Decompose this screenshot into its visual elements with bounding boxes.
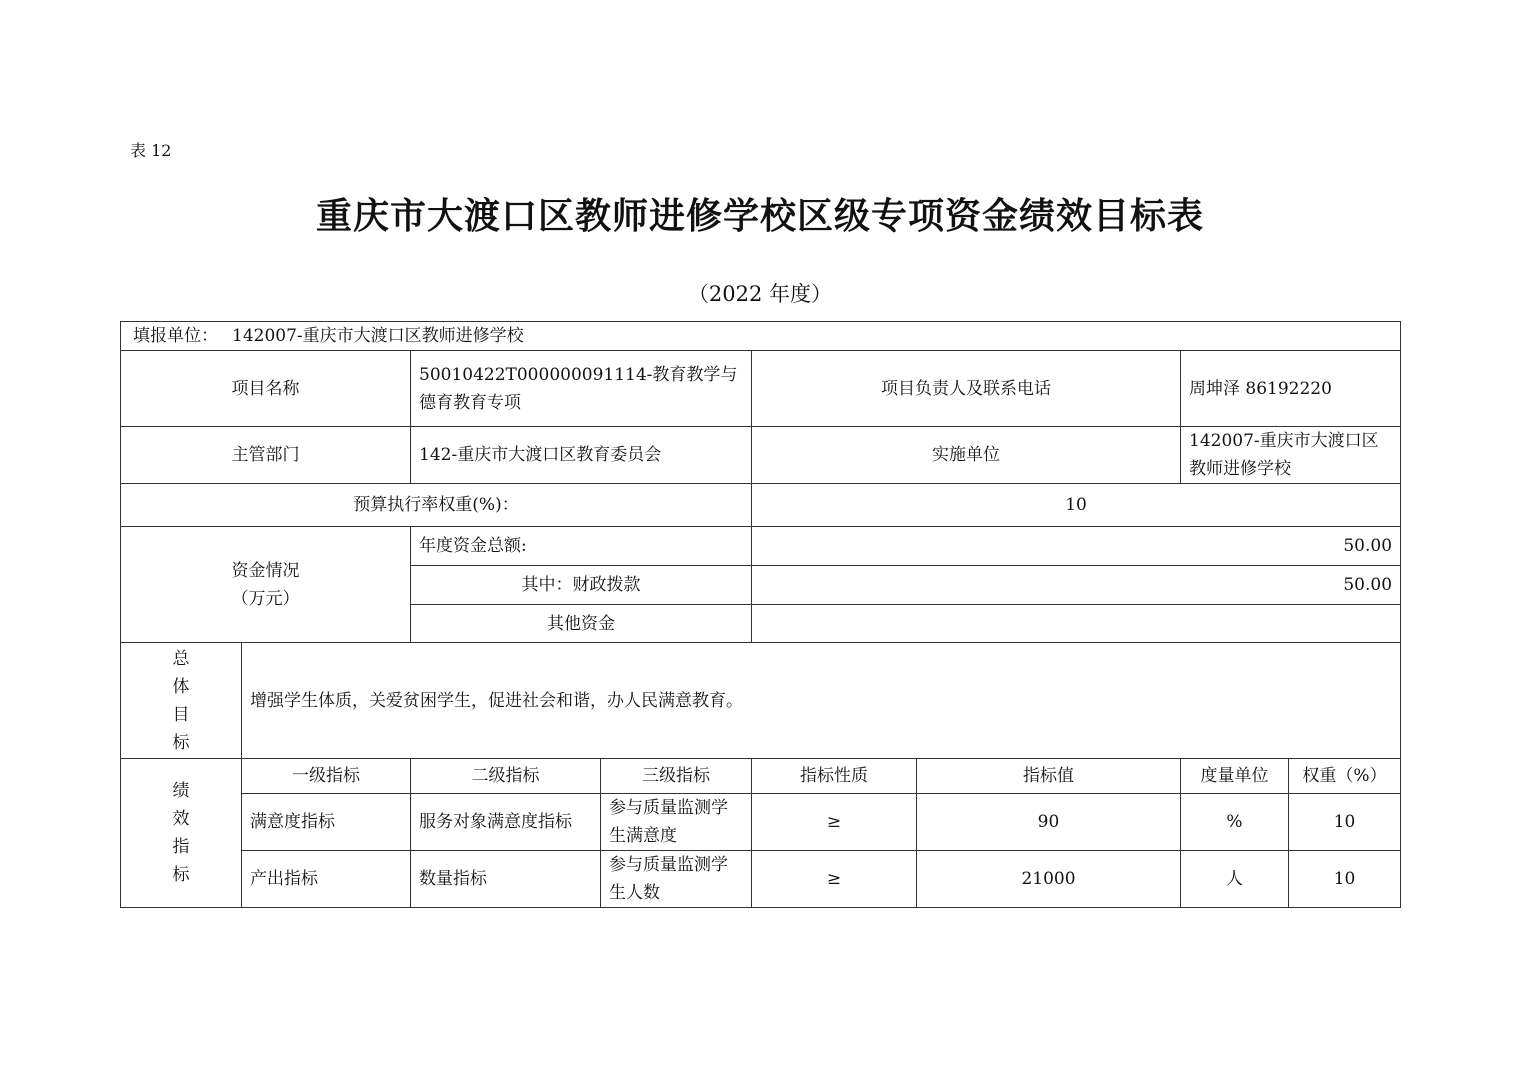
indicator-nature: ≥ [752,794,917,851]
level2-indicator: 服务对象满意度指标 [411,794,601,851]
unit-row [121,322,1401,351]
overall-goal-char: 标 [172,732,190,753]
level1-indicator: 满意度指标 [242,794,411,851]
funds-total-label: 年度资金总额: [411,527,752,566]
funds-label-line2: （万元） [231,588,300,609]
project-name-value: 50010422T000000091114-教育教学与德育教育专项 [411,351,752,427]
level3-indicator: 参与质量监测学生人数 [601,851,752,908]
measurement-unit: 人 [1181,851,1289,908]
indicator-value: 90 [917,794,1181,851]
overall-goal-char: 体 [172,676,190,697]
unit-cell [121,322,1401,351]
project-name-row [121,351,1401,427]
indicator-nature: ≥ [752,851,917,908]
overall-goal-label [121,643,242,759]
funds-label-line1: 资金情况 [231,560,300,581]
implementing-unit-value: 142007-重庆市大渡口区教师进修学校 [1181,427,1401,484]
unit-label: 填报单位： [133,326,218,346]
column-header: 指标性质 [752,759,917,794]
indicator-header-row [121,759,1401,794]
indicator-label-char: 绩 [172,781,190,801]
table-row [121,851,1401,908]
indicator-weight: 10 [1289,851,1401,908]
level3-indicator: 参与质量监测学生满意度 [601,794,752,851]
measurement-unit: % [1181,794,1289,851]
project-contact-label: 项目负责人及联系电话 [752,351,1181,427]
column-header: 权重（%） [1289,759,1401,794]
funds-label [121,527,411,643]
column-header: 度量单位 [1181,759,1289,794]
column-header: 二级指标 [411,759,601,794]
level1-indicator: 产出指标 [242,851,411,908]
funds-total-value: 50.00 [752,527,1401,566]
report-year: （2022 年度） [687,282,833,306]
overall-goal-text: 增强学生体质，关爱贫困学生，促进社会和谐，办人民满意教育。 [242,643,1401,759]
page-title: 重庆市大渡口区教师进修学校区级专项资金绩效目标表 [315,196,1204,237]
performance-indicator-label [121,759,242,908]
unit-value: 142007-重庆市大渡口区教师进修学校 [232,326,524,346]
funds-total-row [121,527,1401,566]
budget-rate-row [121,484,1401,527]
overall-goal-char: 总 [172,648,190,669]
department-row [121,427,1401,484]
funds-fiscal-label: 其中：财政拨款 [411,566,752,605]
table-number-label: 表 12 [130,141,172,160]
budget-rate-label: 预算执行率权重(%)： [121,484,752,527]
budget-rate-value: 10 [752,484,1401,527]
department-value: 142-重庆市大渡口区教育委员会 [411,427,752,484]
indicator-label-char: 标 [172,865,190,885]
column-header: 一级指标 [242,759,411,794]
department-label: 主管部门 [121,427,411,484]
indicator-label-char: 效 [172,809,190,829]
funds-other-label: 其他资金 [411,605,752,643]
overall-goal-row [121,643,1401,759]
project-contact-value: 周坤泽 86192220 [1181,351,1401,427]
indicator-weight: 10 [1289,794,1401,851]
column-header: 指标值 [917,759,1181,794]
funds-fiscal-value: 50.00 [752,566,1401,605]
funds-other-value [752,605,1401,643]
overall-goal-char: 目 [172,704,190,725]
indicator-value: 21000 [917,851,1181,908]
implementing-unit-label: 实施单位 [752,427,1181,484]
project-name-label: 项目名称 [121,351,411,427]
column-header: 三级指标 [601,759,752,794]
performance-target-table [120,321,1401,908]
level2-indicator: 数量指标 [411,851,601,908]
indicator-label-char: 指 [172,837,190,857]
table-row [121,794,1401,851]
